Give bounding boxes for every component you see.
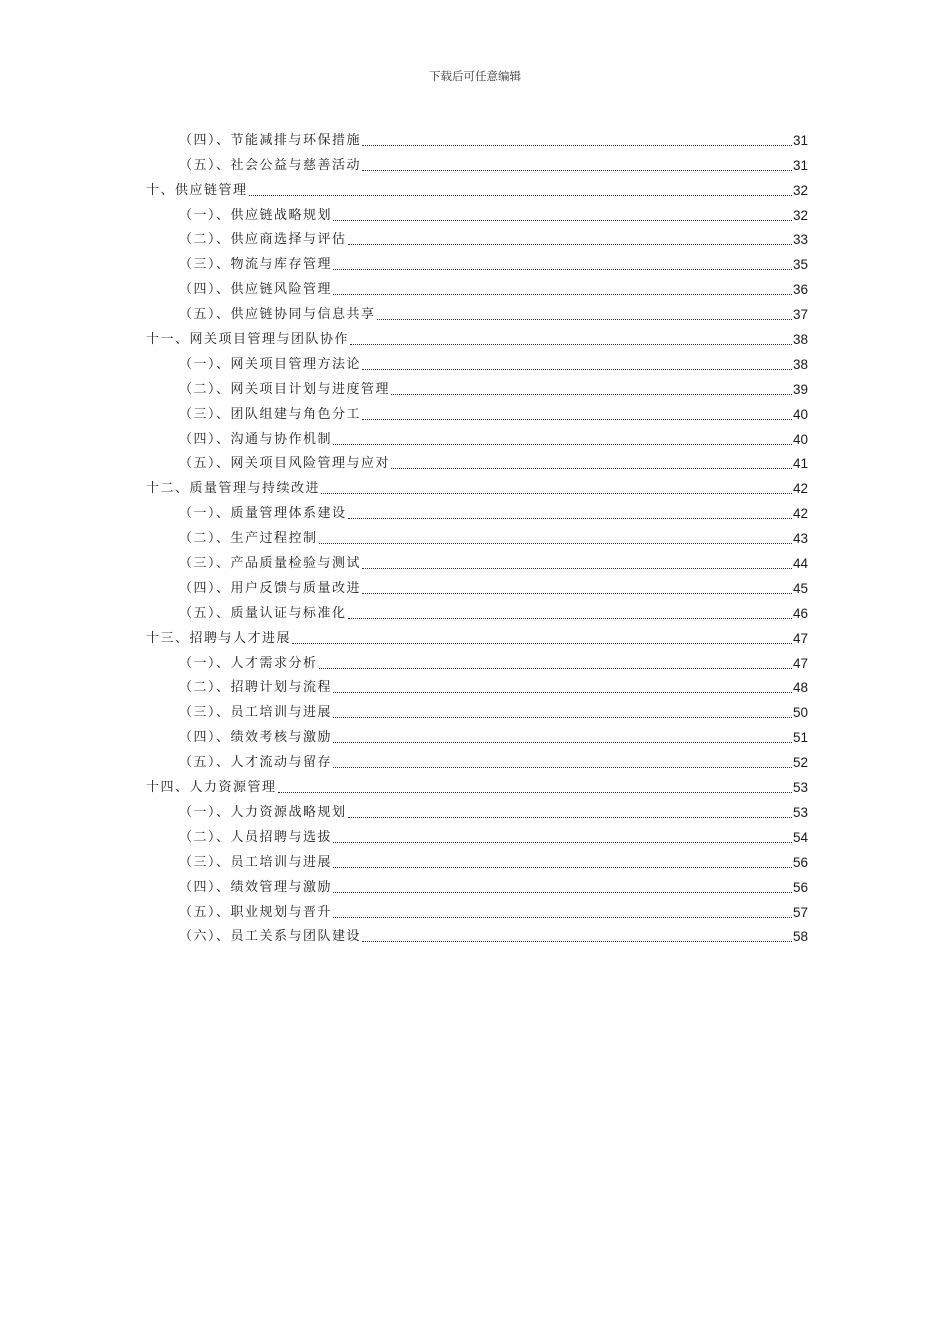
toc-dot-leader <box>333 716 792 718</box>
toc-entry-title: （三）、员工培训与进展 <box>179 705 333 721</box>
toc-dot-leader <box>362 418 792 420</box>
toc-entry-page-number: 45 <box>792 580 808 596</box>
toc-section-entry[interactable] <box>146 424 808 449</box>
toc-entry-page-number: 53 <box>792 804 808 820</box>
toc-entry-page-number: 32 <box>792 182 808 198</box>
toc-entry-title: 十、供应链管理 <box>146 182 248 198</box>
toc-dot-leader <box>391 393 792 395</box>
toc-dot-leader <box>321 492 792 494</box>
toc-entry-title: （一）、供应链战略规划 <box>179 207 333 223</box>
toc-dot-leader <box>362 592 792 594</box>
toc-dot-leader <box>362 368 792 370</box>
toc-dot-leader <box>333 866 792 868</box>
toc-entry-title: （二）、生产过程控制 <box>179 531 318 547</box>
toc-chapter-entry[interactable] <box>146 324 808 349</box>
toc-entry-page-number: 58 <box>792 929 808 945</box>
toc-section-entry[interactable] <box>146 797 808 822</box>
toc-entry-title: （四）、绩效考核与激励 <box>179 730 333 746</box>
toc-chapter-entry[interactable] <box>146 772 808 797</box>
toc-entry-page-number: 46 <box>792 605 808 621</box>
toc-entry-page-number: 42 <box>792 506 808 522</box>
toc-dot-leader <box>333 841 792 843</box>
toc-entry-title: （一）、人才需求分析 <box>179 655 318 671</box>
toc-section-entry[interactable] <box>146 399 808 424</box>
toc-entry-title: （三）、团队组建与角色分工 <box>179 406 362 422</box>
toc-dot-leader <box>348 517 792 519</box>
toc-entry-page-number: 53 <box>792 780 808 796</box>
toc-dot-leader <box>319 542 792 544</box>
toc-entry-page-number: 54 <box>792 829 808 845</box>
toc-entry-title: （二）、网关项目计划与进度管理 <box>179 381 391 397</box>
toc-section-entry[interactable] <box>146 747 808 772</box>
toc-dot-leader <box>362 169 792 171</box>
toc-dot-leader <box>348 243 792 245</box>
toc-entry-page-number: 51 <box>792 730 808 746</box>
toc-chapter-entry[interactable] <box>146 623 808 648</box>
toc-entry-title: （二）、供应商选择与评估 <box>179 232 347 248</box>
toc-entry-page-number: 47 <box>792 630 808 646</box>
toc-entry-title: （五）、供应链协同与信息共享 <box>179 307 376 323</box>
toc-entry-page-number: 38 <box>792 332 808 348</box>
toc-dot-leader <box>350 343 792 345</box>
toc-dot-leader <box>333 891 792 893</box>
toc-dot-leader <box>333 268 792 270</box>
toc-section-entry[interactable] <box>146 274 808 299</box>
toc-entry-title: （四）、绩效管理与激励 <box>179 879 333 895</box>
toc-entry-title: （五）、质量认证与标准化 <box>179 605 347 621</box>
toc-dot-leader <box>278 791 792 793</box>
toc-dot-leader <box>333 443 792 445</box>
toc-entry-page-number: 39 <box>792 381 808 397</box>
toc-dot-leader <box>333 293 792 295</box>
toc-entry-title: （三）、物流与库存管理 <box>179 257 333 273</box>
toc-entry-page-number: 44 <box>792 556 808 572</box>
toc-entry-title: （一）、网关项目管理方法论 <box>179 356 362 372</box>
toc-entry-page-number: 40 <box>792 406 808 422</box>
toc-entry-page-number: 35 <box>792 257 808 273</box>
toc-section-entry[interactable] <box>146 249 808 274</box>
toc-entry-page-number: 50 <box>792 705 808 721</box>
toc-dot-leader <box>333 766 792 768</box>
toc-entry-title: （五）、网关项目风险管理与应对 <box>179 456 391 472</box>
toc-entry-page-number: 41 <box>792 456 808 472</box>
toc-entry-title: （一）、质量管理体系建设 <box>179 506 347 522</box>
toc-section-entry[interactable] <box>146 648 808 673</box>
toc-entry-title: （四）、用户反馈与质量改进 <box>179 580 362 596</box>
toc-entry-title: （二）、招聘计划与流程 <box>179 680 333 696</box>
toc-entry-title: （五）、人才流动与留存 <box>179 755 333 771</box>
toc-dot-leader <box>377 318 792 320</box>
toc-dot-leader <box>333 219 792 221</box>
toc-section-entry[interactable] <box>146 125 808 150</box>
toc-entry-page-number: 56 <box>792 879 808 895</box>
toc-section-entry[interactable] <box>146 449 808 474</box>
toc-dot-leader <box>348 816 792 818</box>
toc-section-entry[interactable] <box>146 150 808 175</box>
toc-entry-page-number: 31 <box>792 157 808 173</box>
toc-entry-title: （四）、供应链风险管理 <box>179 282 333 298</box>
page-header: 下载后可任意编辑 <box>429 69 521 83</box>
table-of-contents <box>146 125 808 946</box>
toc-section-entry[interactable] <box>146 225 808 250</box>
toc-entry-title: （一）、人力资源战略规划 <box>179 804 347 820</box>
toc-entry-page-number: 40 <box>792 431 808 447</box>
toc-section-entry[interactable] <box>146 299 808 324</box>
toc-entry-page-number: 32 <box>792 207 808 223</box>
toc-entry-title: 十三、招聘与人才进展 <box>146 630 292 646</box>
toc-dot-leader <box>319 667 792 669</box>
toc-entry-page-number: 33 <box>792 232 808 248</box>
toc-entry-page-number: 57 <box>792 904 808 920</box>
toc-entry-title: 十二、质量管理与持续改进 <box>146 481 321 497</box>
toc-section-entry[interactable] <box>146 548 808 573</box>
toc-entry-title: （三）、产品质量检验与测试 <box>179 556 362 572</box>
toc-section-entry[interactable] <box>146 673 808 698</box>
toc-entry-page-number: 42 <box>792 481 808 497</box>
toc-entry-page-number: 37 <box>792 307 808 323</box>
toc-chapter-entry[interactable] <box>146 175 808 200</box>
toc-dot-leader <box>348 617 792 619</box>
toc-dot-leader <box>391 467 792 469</box>
toc-section-entry[interactable] <box>146 897 808 922</box>
toc-chapter-entry[interactable] <box>146 473 808 498</box>
toc-entry-title: （三）、员工培训与进展 <box>179 854 333 870</box>
toc-entry-page-number: 47 <box>792 655 808 671</box>
toc-entry-title: （五）、职业规划与晋升 <box>179 904 333 920</box>
toc-dot-leader <box>292 642 792 644</box>
toc-dot-leader <box>362 144 792 146</box>
toc-entry-page-number: 48 <box>792 680 808 696</box>
toc-section-entry[interactable] <box>146 598 808 623</box>
toc-entry-title: （四）、沟通与协作机制 <box>179 431 333 447</box>
toc-dot-leader <box>333 916 792 918</box>
toc-section-entry[interactable] <box>146 498 808 523</box>
toc-entry-page-number: 56 <box>792 854 808 870</box>
toc-dot-leader <box>249 194 792 196</box>
toc-section-entry[interactable] <box>146 200 808 225</box>
toc-section-entry[interactable] <box>146 847 808 872</box>
toc-entry-title: （六）、员工关系与团队建设 <box>179 929 362 945</box>
toc-entry-page-number: 52 <box>792 755 808 771</box>
toc-section-entry[interactable] <box>146 822 808 847</box>
toc-section-entry[interactable] <box>146 349 808 374</box>
toc-section-entry[interactable] <box>146 573 808 598</box>
toc-section-entry[interactable] <box>146 872 808 897</box>
toc-section-entry[interactable] <box>146 722 808 747</box>
toc-entry-title: （四）、节能减排与环保措施 <box>179 132 362 148</box>
toc-entry-page-number: 36 <box>792 282 808 298</box>
toc-dot-leader <box>362 567 792 569</box>
toc-dot-leader <box>333 691 792 693</box>
toc-section-entry[interactable] <box>146 697 808 722</box>
toc-entry-title: 十一、网关项目管理与团队协作 <box>146 332 350 348</box>
toc-entry-title: 十四、人力资源管理 <box>146 780 277 796</box>
toc-entry-page-number: 43 <box>792 531 808 547</box>
toc-entry-title: （五）、社会公益与慈善活动 <box>179 157 362 173</box>
toc-dot-leader <box>333 741 792 743</box>
toc-entry-page-number: 38 <box>792 356 808 372</box>
toc-entry-page-number: 31 <box>792 132 808 148</box>
toc-dot-leader <box>362 940 792 942</box>
toc-section-entry[interactable] <box>146 922 808 947</box>
toc-section-entry[interactable] <box>146 374 808 399</box>
toc-section-entry[interactable] <box>146 523 808 548</box>
toc-entry-title: （二）、人员招聘与选拔 <box>179 829 333 845</box>
